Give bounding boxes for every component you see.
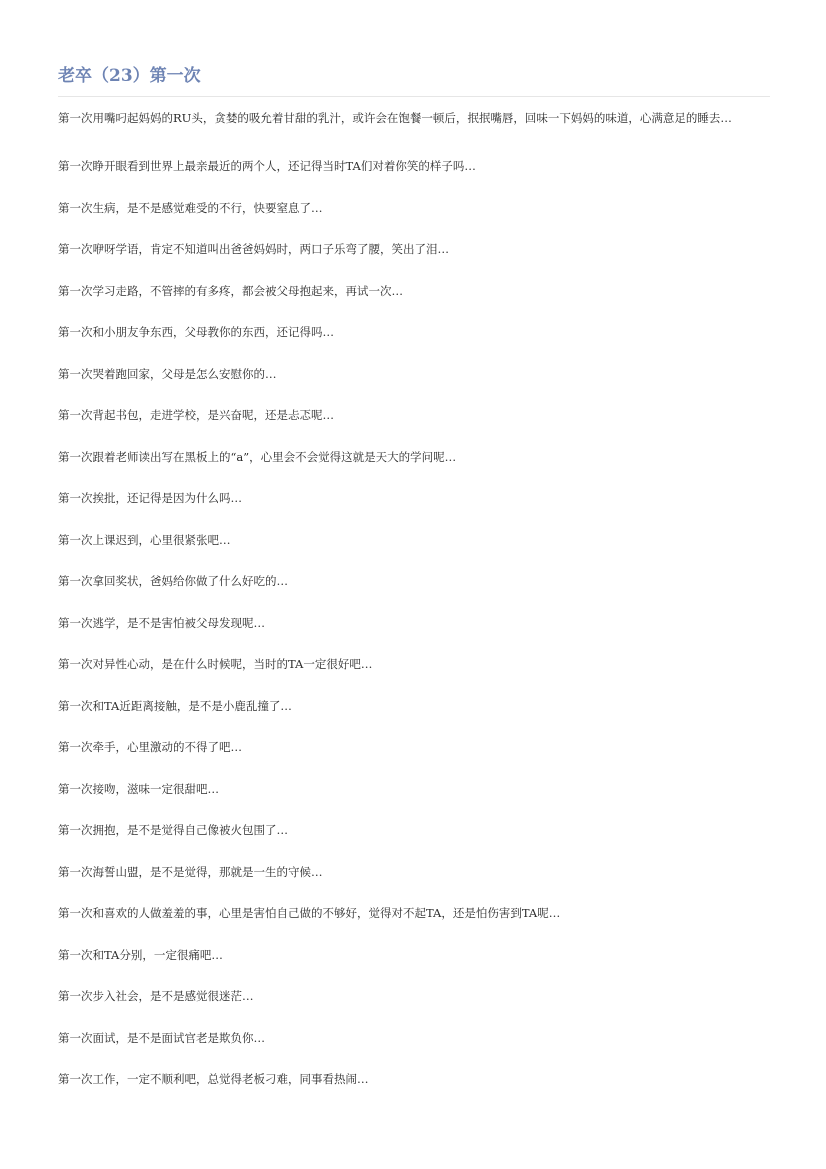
paragraph: 第一次牵手，心里激动的不得了吧… xyxy=(58,740,242,754)
paragraph: 第一次生病，是不是感觉难受的不行，快要窒息了… xyxy=(58,200,323,215)
paragraph: 第一次和喜欢的人做羞羞的事，心里是害怕自己做的不够好，觉得对不起TA，还是怕伤害到TA呢… xyxy=(58,906,561,920)
paragraph: 第一次拿回奖状，爸妈给你做了什么好吃的… xyxy=(58,574,288,588)
paragraph: 第一次哭着跑回家，父母是怎么安慰你的… xyxy=(58,366,277,381)
paragraph: 第一次和小朋友争东西，父母教你的东西，还记得吗… xyxy=(58,325,334,339)
paragraph: 第一次海誓山盟，是不是觉得，那就是一生的守候… xyxy=(58,864,323,879)
paragraph: 第一次拥抱，是不是觉得自己像被火包围了… xyxy=(58,823,288,837)
paragraph: 第一次上课迟到，心里很紧张吧… xyxy=(58,532,231,547)
paragraph: 第一次用嘴叼起妈妈的RU头，贪婪的吸允着甘甜的乳汁，或许会在饱餐一顿后，抿抿嘴唇，回味一下妈妈的味道，心满意足的睡去… xyxy=(58,111,732,125)
paragraph: 第一次工作，一定不顺利吧，总觉得老板刁难，同事看热闹… xyxy=(58,1072,369,1086)
paragraph: 第一次挨批，还记得是因为什么吗… xyxy=(58,491,242,505)
paragraph: 第一次睁开眼看到世界上最亲最近的两个人，还记得当时TA们对着你笑的样子吗… xyxy=(58,159,476,173)
paragraph: 第一次背起书包，走进学校，是兴奋呢，还是忐忑呢… xyxy=(58,408,334,422)
paragraph: 第一次面试，是不是面试官老是欺负你… xyxy=(58,1030,265,1045)
article-body xyxy=(58,109,770,1088)
paragraph: 第一次和TA分别，一定很痛吧… xyxy=(58,947,223,962)
article xyxy=(58,64,770,1112)
paragraph: 第一次学习走路，不管摔的有多疼，都会被父母抱起来，再试一次… xyxy=(58,283,403,298)
paragraph: 第一次跟着老师读出写在黑板上的“a”，心里会不会觉得这就是天大的学问呢… xyxy=(58,449,457,464)
paragraph: 第一次和TA近距离接触，是不是小鹿乱撞了… xyxy=(58,698,292,713)
page-title: 老卒（23）第一次 xyxy=(58,64,770,97)
paragraph: 第一次咿呀学语，肯定不知道叫出爸爸妈妈时，两口子乐弯了腰，笑出了泪… xyxy=(58,242,449,256)
paragraph: 第一次对异性心动，是在什么时候呢，当时的TA一定很好吧… xyxy=(58,657,373,671)
paragraph: 第一次逃学，是不是害怕被父母发现呢… xyxy=(58,615,265,630)
paragraph: 第一次接吻，滋味一定很甜吧… xyxy=(58,781,219,796)
paragraph: 第一次步入社会，是不是感觉很迷茫… xyxy=(58,989,254,1003)
